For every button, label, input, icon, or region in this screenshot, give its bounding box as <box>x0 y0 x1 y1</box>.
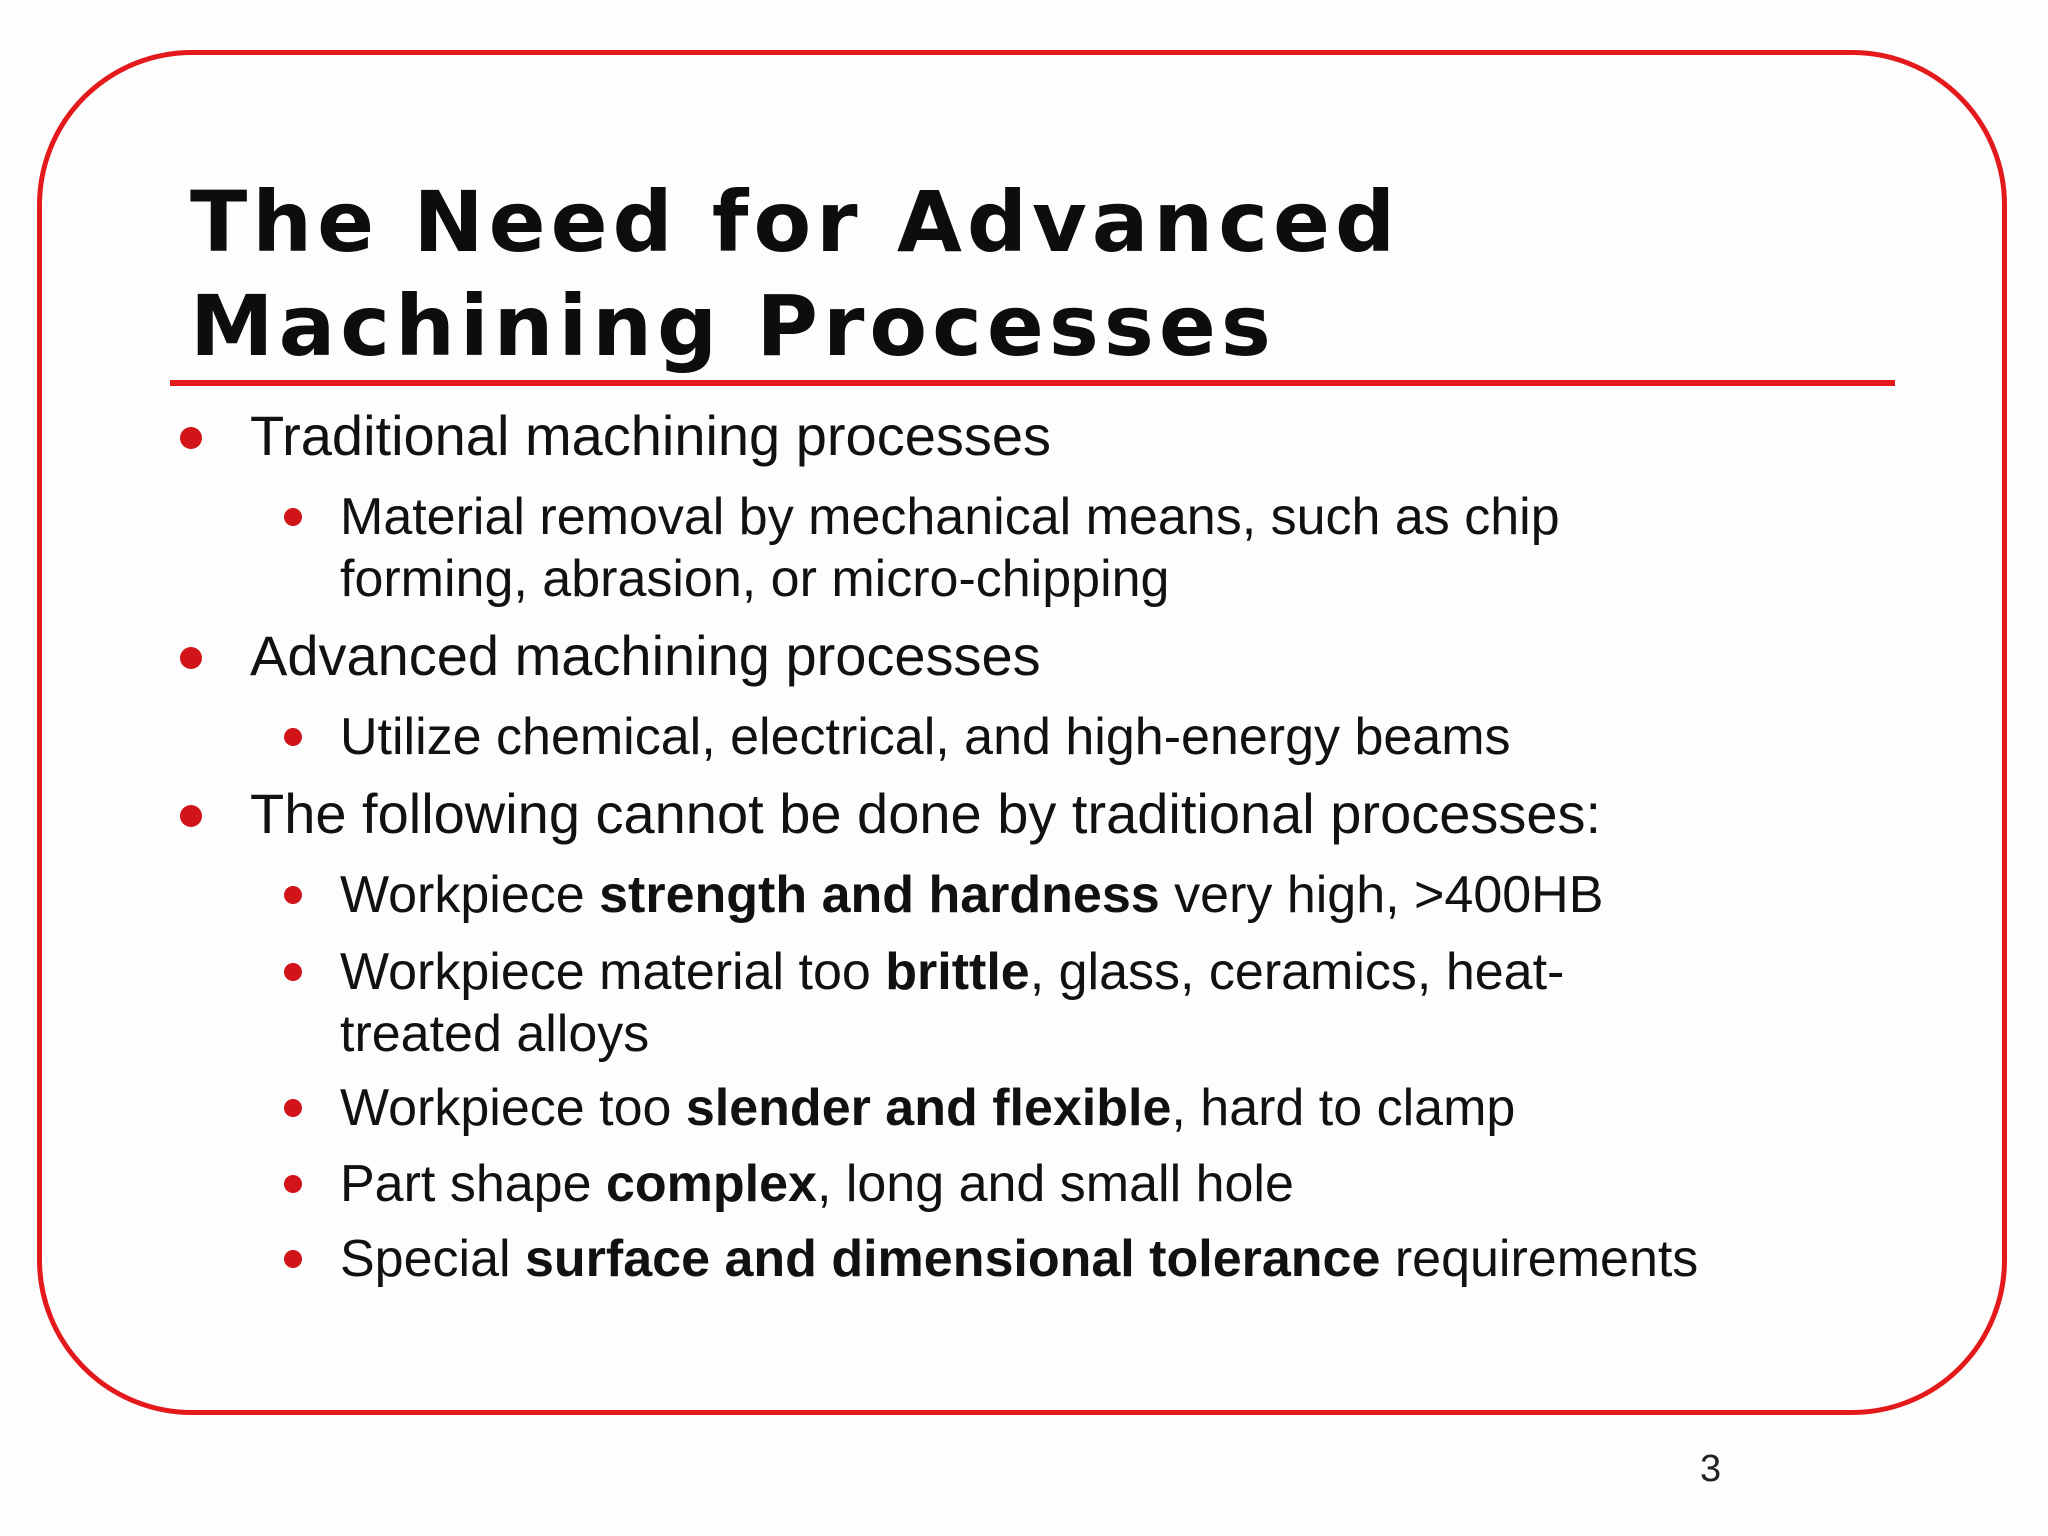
sub-bullet-text-line-2: treated alloys <box>340 1005 650 1063</box>
bullet-dot-icon <box>284 1099 302 1117</box>
sub-bullet-material-removal <box>340 486 1560 610</box>
bullet-dot-icon <box>284 728 302 746</box>
bullet-text: The following cannot be done by traditional processes: <box>250 782 1602 845</box>
sub-bullet-text-post: , glass, ceramics, heat- <box>1029 943 1565 1001</box>
sub-bullet-slender-flexible <box>340 1077 1515 1139</box>
bullet-dot-icon <box>180 805 202 827</box>
sub-bullet-text-post: , hard to clamp <box>1171 1079 1516 1137</box>
sub-bullet-text-line-2: forming, abrasion, or micro-chipping <box>340 550 1170 608</box>
bullet-dot-icon <box>284 963 302 981</box>
sub-bullet-utilize-beams <box>340 706 1511 768</box>
bullet-dot-icon <box>180 647 202 669</box>
sub-bullet-complex-shape <box>340 1153 1294 1215</box>
sub-bullet-text-pre: Workpiece too <box>340 1079 686 1137</box>
slide-title-line-1: The Need for Advanced <box>190 173 1401 271</box>
bullet-dot-icon <box>284 886 302 904</box>
page-number: 3 <box>1700 1448 1722 1490</box>
sub-bullet-text-post: requirements <box>1380 1230 1699 1288</box>
slide-title-line-2: Machining Processes <box>190 277 1276 375</box>
sub-bullet-text-post: very high, >400HB <box>1159 866 1604 924</box>
sub-bullet-text-pre: Part shape <box>340 1155 606 1213</box>
sub-bullet-strength-hardness <box>340 864 1603 926</box>
bullet-cannot-be-done <box>250 783 1601 845</box>
sub-bullet-brittle <box>340 941 1564 1065</box>
sub-bullet-surface-tolerance <box>340 1228 1698 1290</box>
sub-bullet-text: Utilize chemical, electrical, and high-energy beams <box>340 708 1511 766</box>
sub-bullet-text-bold: brittle <box>885 943 1030 1001</box>
bullet-dot-icon <box>284 1175 302 1193</box>
sub-bullet-text-bold: surface and dimensional tolerance <box>525 1230 1381 1288</box>
sub-bullet-text-bold: slender and flexible <box>685 1079 1172 1137</box>
sub-bullet-text-line-1: Material removal by mechanical means, such as chip <box>340 488 1560 546</box>
bullet-dot-icon <box>284 508 302 526</box>
sub-bullet-text-pre: Workpiece material too <box>340 943 886 1001</box>
bullet-traditional-processes <box>250 405 1051 467</box>
sub-bullet-text-bold: complex <box>605 1155 817 1213</box>
sub-bullet-text-pre: Special <box>340 1230 525 1288</box>
bullet-text: Traditional machining processes <box>250 404 1051 467</box>
sub-bullet-text-bold: strength and hardness <box>599 866 1160 924</box>
bullet-dot-icon <box>284 1250 302 1268</box>
bullet-advanced-processes <box>250 625 1041 687</box>
sub-bullet-text-pre: Workpiece <box>340 866 600 924</box>
bullet-text: Advanced machining processes <box>250 624 1041 687</box>
sub-bullet-text-post: , long and small hole <box>816 1155 1294 1213</box>
bullet-dot-icon <box>180 427 202 449</box>
